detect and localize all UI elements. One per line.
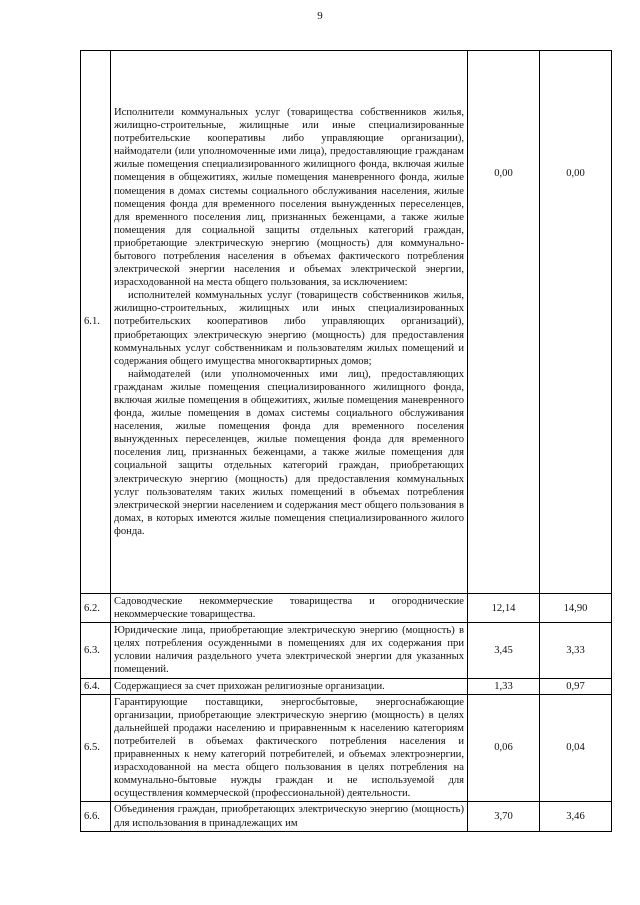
description-paragraph: исполнителей коммунальных услуг (товариществ собственников жилья, жилищно-строительных, жилищных или иных специализированных потребительских кооперативов либо управляющих организаций), приобретающих электрическую энергию (мощность) для предоставления коммунальных услуг собственникам и пользователям жилых помещений и содержания общего имущества многоквартирных домов; — [114, 290, 464, 367]
description-paragraph: наймодателей (или уполномоченных ими лиц), предоставляющих гражданам жилые помещения специализированного жилищного фонда, включая жилые помещения в общежитиях, жилые помещения маневренного фонда, жилые помещения в домах системы социального обслуживания населения, жилые помещения фонда для временного поселения вынужденных переселенцев, жилые помещения фонда для временного поселения лиц, признанных беженцами, а также жилые помещения для социальной защиты отдельных категорий граждан, приобретающих электрическую энергию (мощность) для предоставления коммунальных услуг пользователям таких жилых помещений в объемах потребления электрической энергии населением и содержания мест общего пользования в домах, в которых имеются жилые помещения специализированного жилого фонда. — [114, 368, 464, 537]
table-row-6-2 — [81, 594, 612, 623]
row-number: 6.3. — [81, 623, 111, 678]
tariff-table — [80, 50, 612, 832]
value-col-2: 0,97 — [540, 678, 612, 694]
value-col-2: 0,04 — [540, 694, 612, 802]
value-col-2: 0,00 — [540, 51, 612, 594]
row-description — [111, 802, 468, 831]
value-col-2: 3,46 — [540, 802, 612, 831]
table-row-6-3 — [81, 623, 612, 678]
table-row-6-5 — [81, 694, 612, 802]
value-col-1: 1,33 — [468, 678, 540, 694]
row-number: 6.6. — [81, 802, 111, 831]
row-description — [111, 594, 468, 623]
value-col-2: 14,90 — [540, 594, 612, 623]
row-description — [111, 678, 468, 694]
page-number: 9 — [317, 10, 323, 22]
table-row-6-6 — [81, 802, 612, 831]
description-paragraph: Юридические лица, приобретающие электрическую энергию (мощность) в целях потребления осужденными в помещениях для их содержания при условии наличия раздельного учета электрической энергии для указанных помещений. — [114, 625, 464, 676]
table-row-6-1 — [81, 51, 612, 594]
row-description — [111, 694, 468, 802]
row-number: 6.4. — [81, 678, 111, 694]
row-number: 6.1. — [81, 51, 111, 594]
row-number: 6.5. — [81, 694, 111, 802]
row-description — [111, 51, 468, 594]
description-paragraph: Содержащиеся за счет прихожан религиозные организации. — [114, 680, 385, 692]
description-paragraph: Гарантирующие поставщики, энергосбытовые, энергоснабжающие организации, приобретающие электрическую энергию (мощность) в целях дальнейшей продажи населению и приравненным к населению категориям потребителей в объемах фактического потребления населения и приравненных к нему категорий потребителей, и объемах электроэнергии, израсходованной на места общего пользования в целях потребления на коммунально-бытовые нужды граждан и не используемой для осуществления коммерческой (профессиональной) деятельности. — [114, 696, 464, 800]
value-col-1: 0,06 — [468, 694, 540, 802]
description-paragraph: Объединения граждан, приобретающих электрическую энергию (мощность) для использования в принадлежащих им — [114, 804, 464, 829]
value-col-1: 12,14 — [468, 594, 540, 623]
value-col-1: 3,70 — [468, 802, 540, 831]
row-description — [111, 623, 468, 678]
description-paragraph: Садоводческие некоммерческие товарищества и огороднические некоммерческие товарищества. — [114, 596, 464, 621]
value-col-1: 3,45 — [468, 623, 540, 678]
value-col-1: 0,00 — [468, 51, 540, 594]
table-row-6-4 — [81, 678, 612, 694]
description-paragraph: Исполнители коммунальных услуг (товарищества собственников жилья, жилищно-строительные, жилищные или иные специализированные потребительские кооперативы либо управляющие организации), наймодатели (или уполномоченные ими лица), предоставляющие гражданам жилые помещения специализированного жилищного фонда, включая жилые помещения в общежитиях, жилые помещения маневренного фонда, жилые помещения в домах системы социального обслуживания населения, жилые помещения фонда для временного поселения вынужденных переселенцев, для временного поселения лиц, признанных беженцами, а также жилые помещения для социальной защиты отдельных категорий граждан, приобретающие электрическую энергию (мощность) для коммунально-бытового потребления населения в объемах фактического потребления электрической энергии населения и объемах электрической энергии, израсходованной на места общего пользования, за исключением: — [114, 106, 464, 289]
value-col-2: 3,33 — [540, 623, 612, 678]
row-number: 6.2. — [81, 594, 111, 623]
